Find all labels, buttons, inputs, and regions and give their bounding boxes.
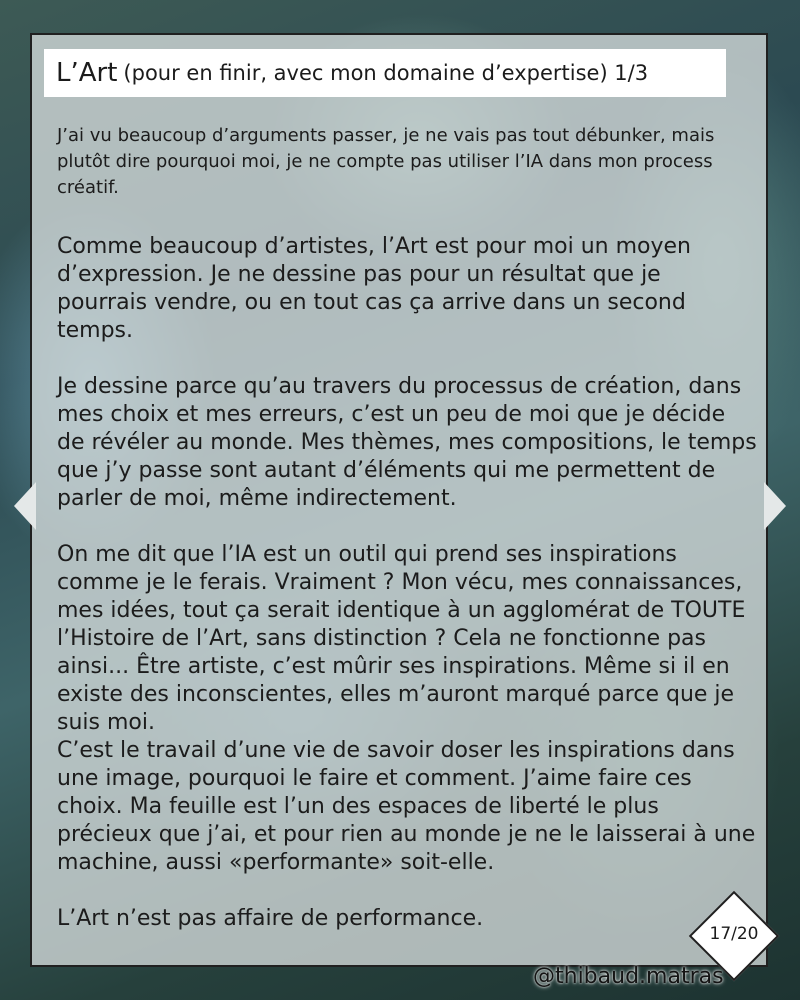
next-slide-button[interactable] [764, 482, 786, 530]
page-indicator: 17/20 [709, 924, 759, 944]
author-signature: @thibaud.matras [533, 964, 724, 989]
title-subtitle: (pour en finir, avec mon domaine d’expertise) 1/3 [123, 61, 649, 85]
paragraph-1: Comme beaucoup d’artistes, l’Art est pour moi un moyen d’expression. Je ne dessine pas pour un résultat que je pourrais vendre, ou en tout cas ça arrive dans un second temps. [57, 234, 691, 343]
prev-slide-button[interactable] [14, 482, 36, 530]
text-panel [30, 33, 768, 967]
intro-text: J’ai vu beaucoup d’arguments passer, je ne vais pas tout débunker, mais plutôt dire pourquoi moi, je ne compte pas utiliser l’IA dans mon process créatif. [57, 125, 715, 198]
title-box [44, 49, 726, 97]
paragraph-2: Je dessine parce qu’au travers du processus de création, dans mes choix et mes erreurs, c’est un peu de moi que je décide de révéler au monde. Mes thèmes, mes compositions, le temps que j’y passe sont autant d’éléments qui me permettent de parler de moi, même indirectement. [57, 374, 757, 511]
body-text [57, 233, 757, 961]
title-main: L’Art [56, 58, 118, 88]
paragraph-5: L’Art n’est pas affaire de performance. [57, 906, 484, 931]
paragraph-3: On me dit que l’IA est un outil qui prend ses inspirations comme je le ferais. Vraiment ? Mon vécu, mes connaissances, mes idées, tout ça serait identique à un agglomérat de TOUTE l’Histoire de l’Art, sans distinction ? Cela ne fonctionne pas ainsi... Être artiste, c’est mûrir ses inspirations. Même si il en existe des inconscientes, elles m’auront marqué parce que je suis moi. [57, 542, 746, 735]
paragraph-4: C’est le travail d’une vie de savoir doser les inspirations dans une image, pourquoi le faire et comment. J’aime faire ces choix. Ma feuille est l’un des espaces de liberté le plus précieux que j’ai, et pour rien au monde je ne le laisserai à une machine, aussi «performante» soit-elle. [57, 738, 756, 875]
